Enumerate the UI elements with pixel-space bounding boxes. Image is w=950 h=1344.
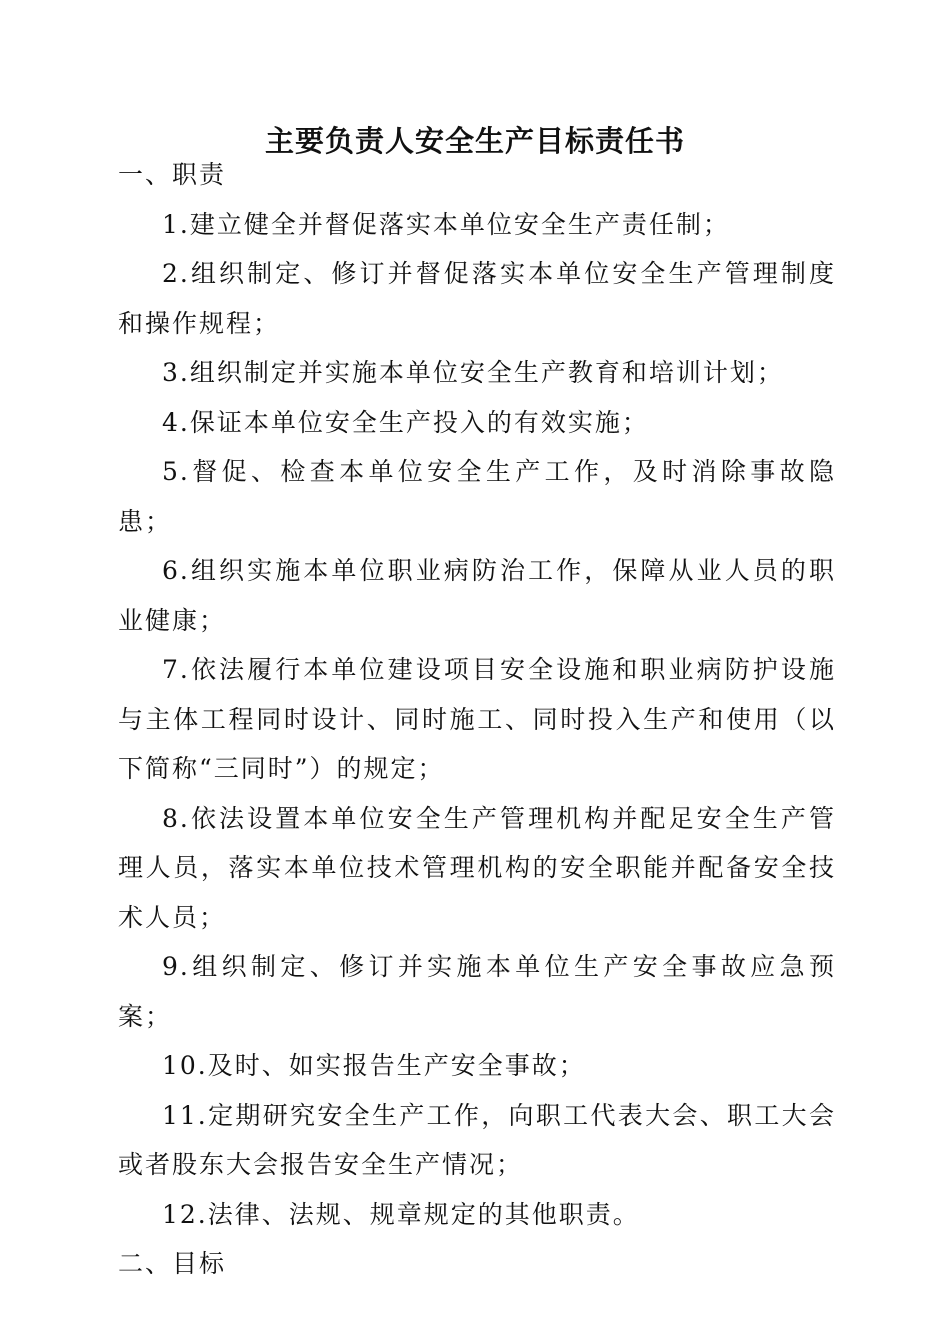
duty-item-5: 5.督促、检查本单位安全生产工作，及时消除事故隐患； — [118, 457, 836, 536]
duty-item-4: 4.保证本单位安全生产投入的有效实施； — [162, 407, 649, 437]
duty-item-2: 2.组织制定、修订并督促落实本单位安全生产管理制度和操作规程； — [118, 259, 836, 338]
section-heading-duties: 一、职责 — [118, 160, 227, 189]
duty-item-6: 6.组织实施本单位职业病防治工作，保障从业人员的职业健康； — [118, 556, 836, 635]
duty-item-7: 7.依法履行本单位建设项目安全设施和职业病防护设施与主体工程同时设计、同时施工、同时投入生产和使用（以下简称“三同时”）的规定； — [118, 655, 836, 783]
document-title: 主要负责人安全生产目标责任书 — [264, 124, 685, 159]
duty-item-8: 8.依法设置本单位安全生产管理机构并配足安全生产管理人员，落实本单位技术管理机构的安全职能并配备安全技术人员； — [118, 803, 836, 932]
duty-item-1: 1.建立健全并督促落实本单位安全生产责任制； — [162, 209, 730, 239]
duty-item-3: 3.组织制定并实施本单位安全生产教育和培训计划； — [162, 358, 784, 387]
duty-item-9: 9.组织制定、修订并实施本单位生产安全事故应急预案； — [118, 952, 836, 1031]
duty-item-10: 10.及时、如实报告生产安全事故； — [162, 1051, 586, 1080]
section-heading-goals: 二、目标 — [118, 1249, 227, 1278]
duty-item-11: 11.定期研究安全生产工作，向职工代表大会、职工大会或者股东大会报告安全生产情况； — [118, 1100, 836, 1179]
document-body — [118, 150, 836, 1289]
duty-item-12: 12.法律、法规、规章规定的其他职责。 — [162, 1199, 640, 1229]
